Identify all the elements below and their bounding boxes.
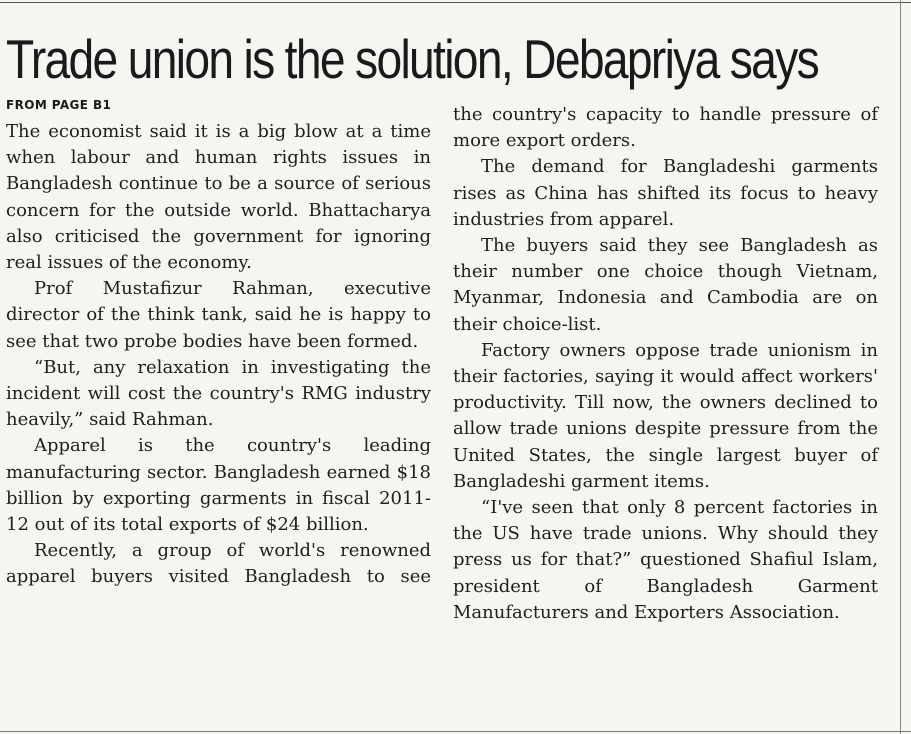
continued-from-label: FROM PAGE B1	[6, 98, 112, 112]
article-paragraph: Apparel is the country's leading manufacturing sector. Bangladesh earned $18 billion by exporting garments in fiscal 2011-12 out of its total exports of $24 billion.	[6, 435, 431, 536]
article-paragraph: The buyers said they see Bangladesh as their number one choice though Vietnam, Myanmar, Indonesia and Cambodia are on their choice-list.	[453, 235, 878, 335]
article-right-column	[453, 102, 878, 626]
article-paragraph: Factory owners oppose trade unionism in their factories, saying it would affect workers' productivity. Till now, the owners declined to allow trade unions despite pressure from the United States, the single largest buyer of Bangladeshi garment items.	[453, 339, 878, 492]
article-paragraph: The demand for Bangladeshi garments rises as China has shifted its focus to heavy industries from apparel.	[453, 156, 878, 230]
article-paragraph: “I've seen that only 8 percent factories in the US have trade unions. Why should they press us for that?” questioned Shafiul Islam, president of Bangladesh Garment Manufacturers and Exporters Association.	[453, 497, 878, 623]
right-column-rule	[900, 0, 901, 734]
article-paragraph: Prof Mustafizur Rahman, executive director of the think tank, said he is happy to see that two probe bodies have been formed.	[6, 278, 431, 352]
article-paragraph: Recently, a group of world's renowned apparel buyers visited Bangladesh to see	[6, 540, 431, 588]
article-paragraph: “But, any relaxation in investigating the incident will cost the country's RMG industry heavily,” said Rahman.	[6, 356, 431, 431]
headline: Trade union is the solution, Debapriya says	[6, 28, 819, 90]
article-left-column	[6, 119, 431, 591]
top-rule	[0, 2, 911, 3]
article-paragraph: the country's capacity to handle pressure of more export orders.	[453, 104, 878, 152]
bottom-rule	[0, 731, 911, 732]
article-paragraph: The economist said it is a big blow at a time when labour and human rights issues in Bangladesh continue to be a source of serious concern for the outside world. Bhattacharya also criticised the government for ignoring real issues of the economy.	[6, 121, 431, 274]
